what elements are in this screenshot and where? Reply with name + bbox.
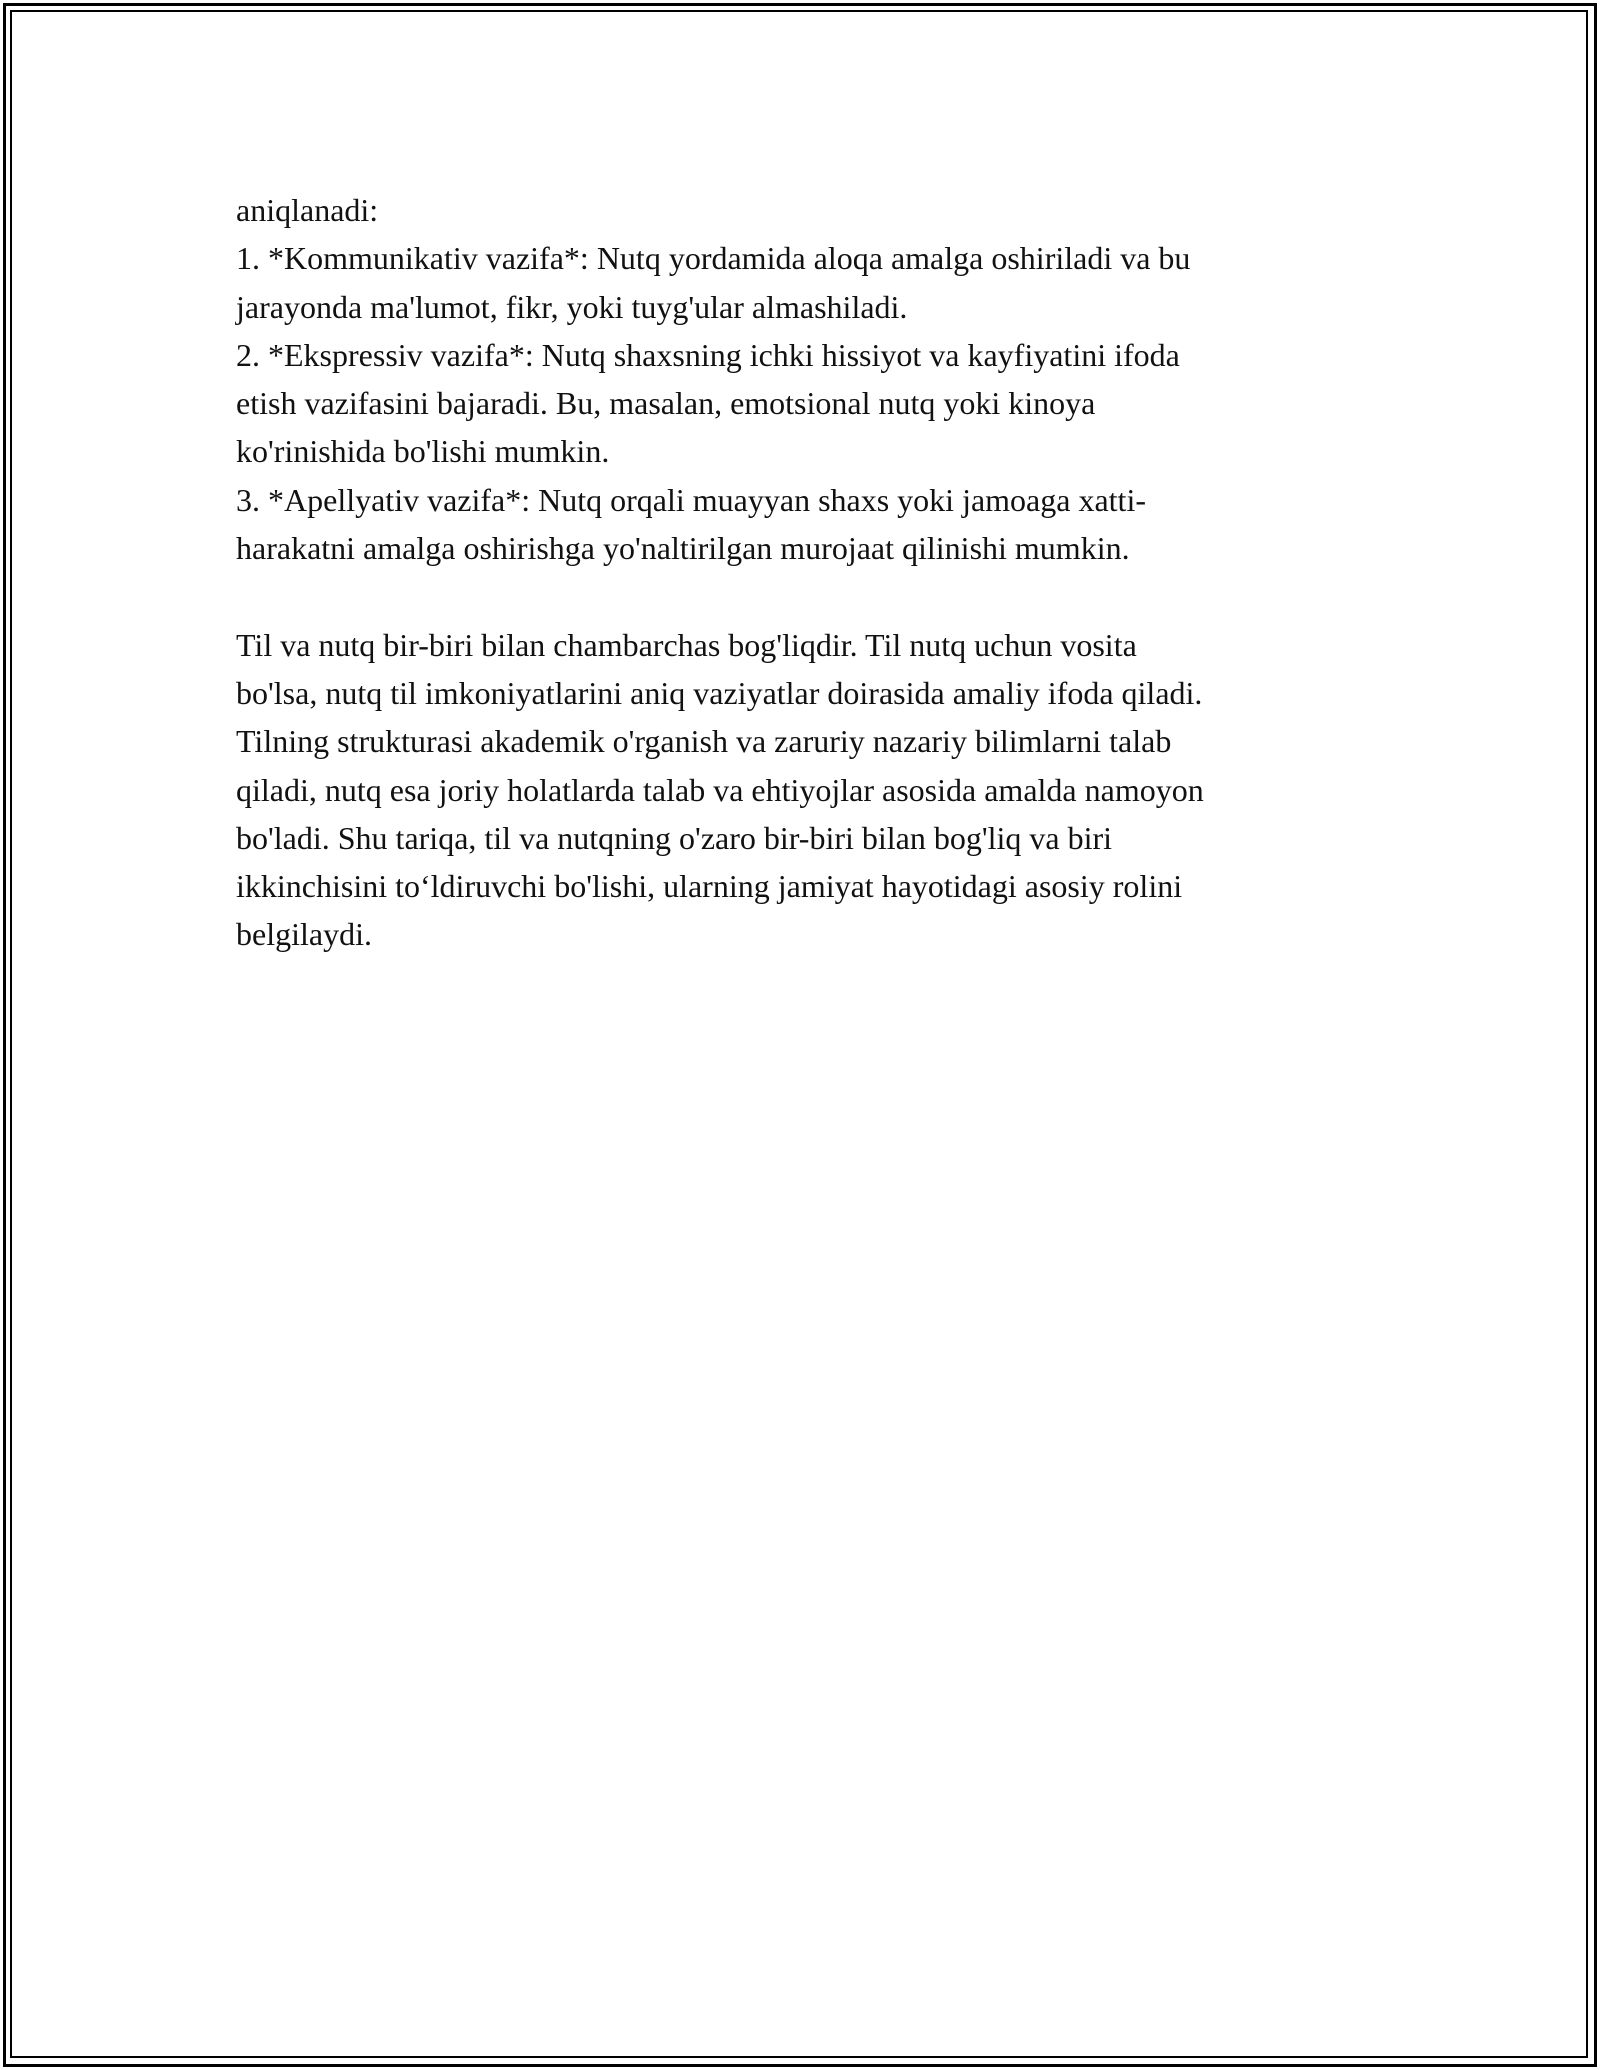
text-line: bo'lsa, nutq til imkoniyatlarini aniq vaziyatlar doirasida amaliy ifoda qiladi. [236, 674, 1203, 711]
text-line: harakatni amalga oshirishga yo'naltirilgan murojaat qilinishi mumkin. [236, 530, 1130, 567]
text-line: ko'rinishida bo'lishi mumkin. [236, 433, 610, 470]
paragraph-conclusion [236, 621, 1366, 959]
text-line: belgilaydi. [236, 916, 372, 953]
text-line: 2. *Ekspressiv vazifa*: Nutq shaxsning ichki hissiyot va kayfiyatini ifoda [236, 336, 1180, 373]
text-line: bo'ladi. Shu tariqa, til va nutqning o'zaro bir-biri bilan bog'liq va biri [236, 819, 1113, 856]
paragraph-functions [236, 186, 1366, 572]
text-line: 1. *Kommunikativ vazifa*: Nutq yordamida aloqa amalga oshiriladi va bu [236, 240, 1191, 277]
text-line: aniqlanadi: [236, 192, 379, 228]
text-line: jarayonda ma'lumot, fikr, yoki tuyg'ular almashiladi. [236, 288, 908, 325]
document-body [236, 186, 1366, 959]
text-line: Til va nutq bir-biri bilan chambarchas bog'liqdir. Til nutq uchun vosita [236, 626, 1137, 663]
text-line: 3. *Apellyativ vazifa*: Nutq orqali muayyan shaxs yoki jamoaga xatti- [236, 481, 1146, 518]
text-line: qiladi, nutq esa joriy holatlarda talab va ehtiyojlar asosida amalda namoyon [236, 771, 1204, 808]
text-line: ikkinchisini to‘ldiruvchi bo'lishi, ularning jamiyat hayotidagi asosiy rolini [236, 868, 1183, 905]
paragraph-spacer [236, 572, 1366, 620]
text-line: etish vazifasini bajaradi. Bu, masalan, emotsional nutq yoki kinoya [236, 385, 1096, 422]
text-line: Tilning strukturasi akademik o'rganish va zaruriy nazariy bilimlarni talab [236, 723, 1172, 760]
